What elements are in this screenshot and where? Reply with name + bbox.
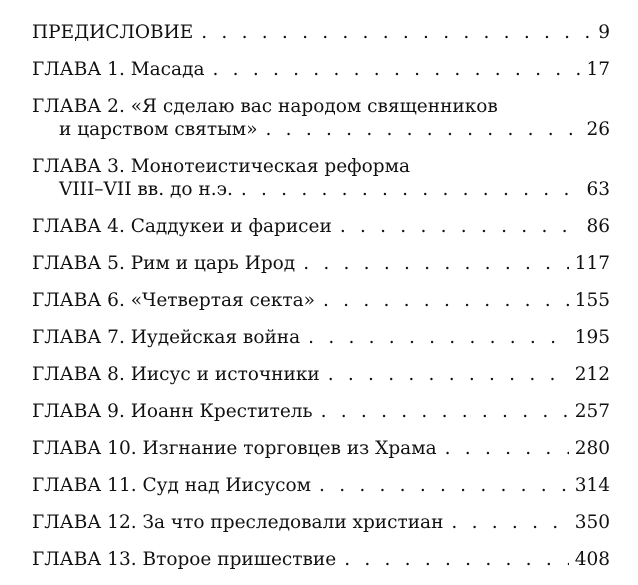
dot-leader [201, 21, 592, 44]
toc-entry-title: ГЛАВА 9. Иоанн Креститель [32, 401, 313, 422]
toc-entry-chapter-4 [32, 215, 610, 238]
toc-page-number: 212 [574, 364, 610, 385]
toc-entry-chapter-6 [32, 289, 610, 312]
toc-page-number: 86 [586, 216, 610, 237]
toc-entry-title: ГЛАВА 11. Суд над Иисусом [32, 475, 312, 496]
toc-page-number: 63 [586, 179, 610, 200]
table-of-contents [32, 21, 610, 585]
toc-line [32, 21, 610, 44]
toc-line [32, 548, 610, 571]
toc-entry-title: ГЛАВА 1. Масада [32, 59, 205, 80]
toc-entry-title-continuation: и царством святым» [59, 119, 258, 140]
dot-leader [451, 511, 568, 534]
toc-entry-preface [32, 21, 610, 44]
toc-page-number: 17 [586, 59, 610, 80]
toc-entry-chapter-9 [32, 400, 610, 423]
toc-entry-title: ГЛАВА 3. Монотеистическая реформа [32, 156, 411, 177]
toc-page-number: 117 [574, 253, 610, 274]
dot-leader [344, 548, 568, 571]
toc-entry-title: ГЛАВА 12. За что преследовали христиан [32, 512, 444, 533]
toc-line [32, 155, 610, 178]
toc-entry-chapter-13 [32, 548, 610, 571]
dot-leader [323, 289, 569, 312]
toc-page-number: 9 [598, 22, 610, 43]
toc-entry-chapter-12 [32, 511, 610, 534]
toc-entry-title: ГЛАВА 2. «Я сделаю вас народом священников [32, 96, 498, 117]
toc-line-continuation [32, 118, 610, 141]
toc-entry-title: ГЛАВА 6. «Четвертая секта» [32, 290, 315, 311]
toc-entry-title: ГЛАВА 4. Саддукеи и фарисеи [32, 216, 332, 237]
dot-leader [241, 178, 581, 201]
dot-leader [303, 252, 568, 275]
toc-page-number: 26 [586, 119, 610, 140]
toc-page-number: 257 [574, 401, 610, 422]
dot-leader [445, 437, 569, 460]
dot-leader [340, 215, 581, 238]
toc-entry-title: ГЛАВА 10. Изгнание торговцев из Храма [32, 438, 437, 459]
toc-page-number: 155 [574, 290, 610, 311]
dot-leader [328, 363, 569, 386]
toc-line-continuation [32, 178, 610, 201]
dot-leader [308, 326, 569, 349]
toc-entry-chapter-1 [32, 58, 610, 81]
toc-entry-chapter-10 [32, 437, 610, 460]
dot-leader [319, 474, 569, 497]
toc-line [32, 252, 610, 275]
toc-line [32, 58, 610, 81]
toc-line [32, 363, 610, 386]
toc-page-number: 195 [574, 327, 610, 348]
toc-entry-chapter-2 [32, 95, 610, 141]
toc-entry-chapter-7 [32, 326, 610, 349]
toc-entry-title: ГЛАВА 5. Рим и царь Ирод [32, 253, 296, 274]
toc-line [32, 400, 610, 423]
toc-page-number: 314 [574, 475, 610, 496]
toc-entry-chapter-8 [32, 363, 610, 386]
toc-line [32, 95, 610, 118]
toc-line [32, 289, 610, 312]
toc-entry-chapter-3 [32, 155, 610, 201]
toc-line [32, 474, 610, 497]
dot-leader [266, 118, 581, 141]
toc-entry-title-continuation: VIII–VII вв. до н.э. [59, 179, 233, 200]
dot-leader [213, 58, 581, 81]
toc-entry-title: ГЛАВА 8. Иисус и источники [32, 364, 320, 385]
dot-leader [321, 400, 569, 423]
toc-line [32, 437, 610, 460]
toc-line [32, 511, 610, 534]
toc-line [32, 215, 610, 238]
toc-page-number: 350 [574, 512, 610, 533]
toc-entry-chapter-11 [32, 474, 610, 497]
toc-entry-title: ГЛАВА 7. Иудейская война [32, 327, 301, 348]
toc-page-number: 408 [574, 549, 610, 570]
toc-entry-title: ГЛАВА 13. Второе пришествие [32, 549, 337, 570]
toc-line [32, 326, 610, 349]
toc-page-number: 280 [574, 438, 610, 459]
toc-entry-chapter-5 [32, 252, 610, 275]
toc-entry-title: ПРЕДИСЛОВИЕ [32, 22, 194, 43]
